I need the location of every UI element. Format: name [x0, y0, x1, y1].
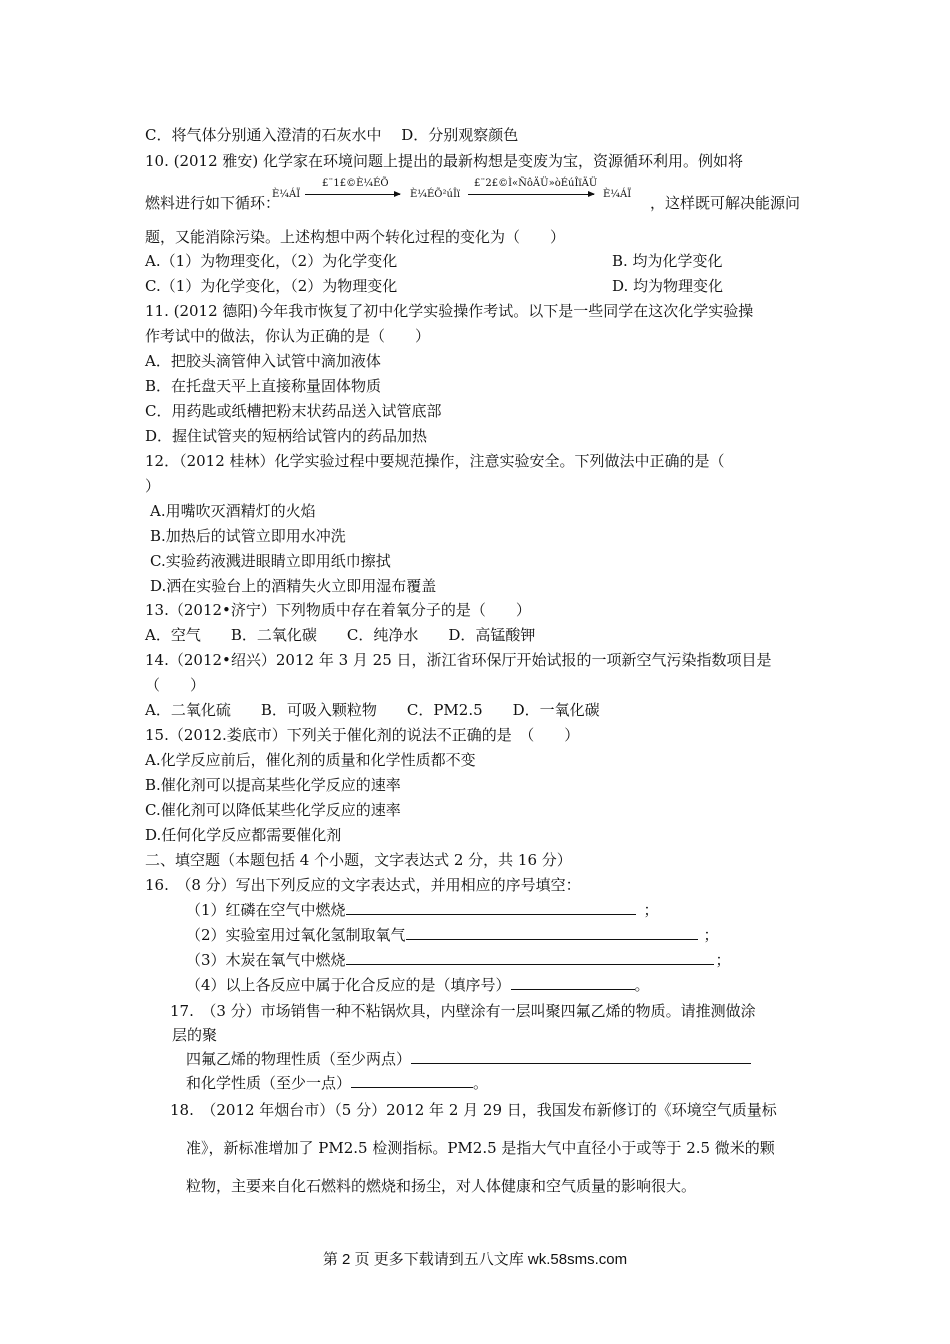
q16-item-2	[186, 925, 719, 945]
cycle-label-2: £¨2£©Ì«ÑôÄÜ»òÉúÎïÄÜ	[474, 178, 598, 189]
q16-answer-2[interactable]	[406, 925, 698, 940]
q15-option-d: D.任何化学反应都需要催化剂	[145, 826, 342, 844]
q10-option-d: D. 均为物理变化	[612, 277, 724, 295]
q10-line1: 10. (2012 雅安) 化学家在环境问题上提出的最新构想是变废为宝，资源循环利用。例如将	[145, 152, 744, 170]
q16-item-4-period: 。	[634, 976, 650, 994]
q16-item-1-text: （1）红磷在空气中燃烧	[186, 901, 346, 919]
q11-option-b: B．在托盘天平上直接称量固体物质	[145, 377, 382, 395]
q17-chemical	[186, 1073, 488, 1093]
q16-item-3-semicolon: ；	[715, 951, 731, 969]
q13-line1: 13.（2012•济宁）下列物质中存在着氧分子的是（ ）	[145, 601, 531, 619]
cycle-arrow-1	[305, 194, 400, 195]
q17-chemical-period: 。	[473, 1074, 489, 1092]
cycle-product: È¼ÉÕ²úÎï	[410, 189, 461, 200]
q11-line2: 作考试中的做法，你认为正确的是（ ）	[145, 327, 431, 345]
cycle-fuel-start: È¼ÁÏ	[272, 189, 301, 200]
q16-item-1	[186, 900, 659, 920]
q10-option-b: B. 均为化学变化	[612, 252, 723, 270]
q10-line3: 题，又能消除污染。上述构想中两个转化过程的变化为（ ）	[145, 228, 566, 246]
q12-option-d: D.洒在实验台上的酒精失火立即用湿布覆盖	[150, 577, 437, 595]
q11-option-c: C．用药匙或纸槽把粉末状药品送入试管底部	[145, 402, 442, 420]
q16-item-4	[186, 975, 650, 995]
q17-answer-chemical[interactable]	[351, 1073, 473, 1088]
q18-line1: 18. （2012 年烟台市）（5 分）2012 年 2 月 29 日，我国发布新修订的《环境空气质量标	[170, 1101, 777, 1119]
q12-option-a: A.用嘴吹灭酒精灯的火焰	[150, 502, 316, 520]
option-c-d-prev: C．将气体分别通入澄清的石灰水中 D．分别观察颜色	[145, 126, 519, 144]
q10-line2-post: ，这样既可解决能源问	[650, 194, 801, 212]
cycle-fuel-end: È¼ÁÏ	[603, 189, 632, 200]
q16-item-2-semicolon: ；	[703, 926, 719, 944]
q11-option-d: D．握住试管夹的短柄给试管内的药品加热	[145, 427, 428, 445]
q11-option-a: A．把胶头滴管伸入试管中滴加液体	[145, 352, 381, 370]
q12-option-b: B.加热后的试管立即用水冲洗	[150, 527, 346, 545]
q17-physical	[186, 1049, 751, 1069]
q14-line1: 14.（2012•绍兴）2012 年 3 月 25 日，浙江省环保厅开始试报的一项新空气污染指数项目是	[145, 651, 772, 669]
q10-option-c: C.（1）为化学变化，（2）为物理变化	[145, 277, 398, 295]
q16-answer-3[interactable]	[346, 950, 714, 965]
q16-item-4-text: （4）以上各反应中属于化合反应的是（填序号）	[186, 976, 511, 994]
q14-line2: （ ）	[145, 676, 206, 694]
q13-options: A．空气 B．二氧化碳 C．纯净水 D．高锰酸钾	[145, 626, 536, 644]
q15-line1: 15.（2012.娄底市）下列关于催化剂的说法不正确的是 （ ）	[145, 726, 580, 744]
q17-line2: 层的聚	[172, 1026, 218, 1044]
cycle-arrow-2	[468, 194, 594, 195]
q15-option-a: A.化学反应前后，催化剂的质量和化学性质都不变	[145, 751, 476, 769]
q12-line1: 12．（2012 桂林）化学实验过程中要规范操作，注意实验安全。下列做法中正确的是（	[145, 452, 725, 470]
q17-answer-physical[interactable]	[411, 1049, 751, 1064]
q17-physical-text: 四氟乙烯的物理性质（至少两点）	[186, 1050, 412, 1068]
q11-line1: 11. (2012 德阳)今年我市恢复了初中化学实验操作考试。以下是一些同学在这次化学实验操	[145, 302, 754, 320]
q16-answer-4[interactable]	[511, 975, 635, 990]
q18-line2: 准》，新标准增加了 PM2.5 检测指标。PM2.5 是指大气中直径小于或等于 2.5 微米的颗	[186, 1139, 775, 1157]
q15-option-c: C.催化剂可以降低某些化学反应的速率	[145, 801, 401, 819]
q10-line2-pre: 燃料进行如下循环：	[145, 194, 281, 212]
q18-line3: 粒物，主要来自化石燃料的燃烧和扬尘，对人体健康和空气质量的影响很大。	[186, 1177, 697, 1195]
q16-item-3	[186, 950, 731, 970]
section-2-heading: 二、填空题（本题包括 4 个小题，文字表达式 2 分，共 16 分）	[145, 851, 572, 869]
q15-option-b: B.催化剂可以提高某些化学反应的速率	[145, 776, 401, 794]
q14-options: A．二氧化硫 B．可吸入颗粒物 C．PM2.5 D．一氧化碳	[145, 701, 600, 719]
q12-line2: ）	[145, 477, 161, 495]
cycle-label-1: £¨1£©È¼ÉÕ	[322, 178, 389, 189]
q16-line1: 16. （8 分）写出下列反应的文字表达式，并用相应的序号填空：	[145, 876, 581, 894]
q16-item-3-text: （3）木炭在氧气中燃烧	[186, 951, 346, 969]
q17-chemical-text: 和化学性质（至少一点）	[186, 1074, 352, 1092]
q16-item-1-semicolon: ；	[643, 901, 659, 919]
page-footer: 第 2 页 更多下载请到五八文库 wk.58sms.com	[322, 1251, 628, 1268]
q12-option-c: C.实验药液溅进眼睛立即用纸巾擦拭	[150, 552, 391, 570]
q10-option-a: A.（1）为物理变化，（2）为化学变化	[145, 252, 398, 270]
q16-item-2-text: （2）实验室用过氧化氢制取氧气	[186, 926, 406, 944]
q16-answer-1[interactable]	[346, 900, 636, 915]
q17-line1: 17. （3 分）市场销售一种不粘锅炊具，内壁涂有一层叫聚四氟乙烯的物质。请推测做涂	[170, 1002, 756, 1020]
